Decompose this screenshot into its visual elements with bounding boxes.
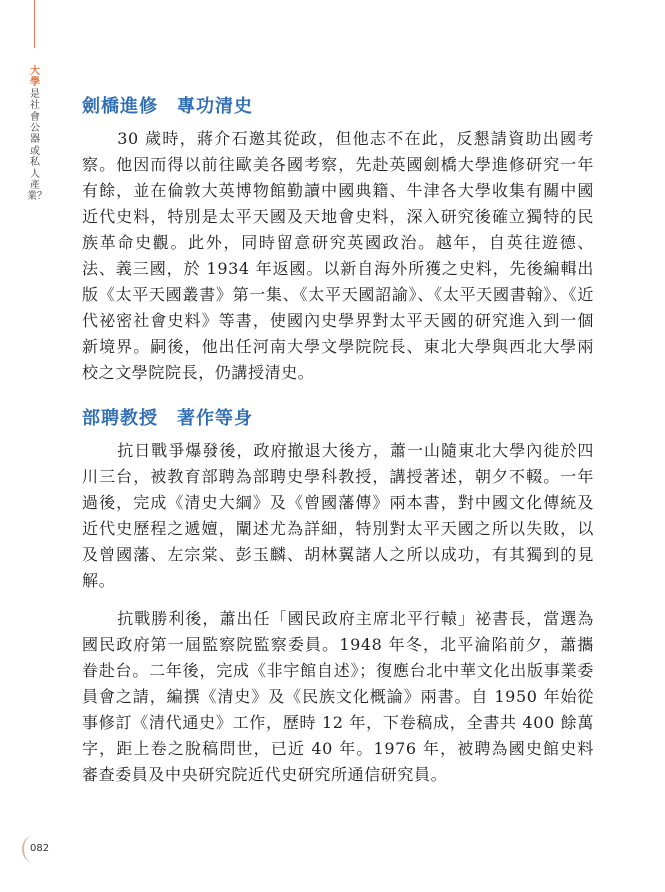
running-header [27,66,47,203]
article-body [82,88,594,788]
paragraph: 抗戰勝利後，蕭出任「國民政府主席北平行轅」祕書長，當選為國民政府第一屆監察院監察委員。1948 年冬，北平淪陷前夕，蕭攜眷赴台。二年後，完成《非宇館自述》；復應台北中華文化出版事業委員會之請，編撰《清史》及《民族文化概論》兩書。自 1950 年始從事修訂《清代通史》工作，歷時 12 年，下卷稿成，全書共 400 餘萬字，距上卷之脫稿問世，已近 40 年。1976 年，被聘為國史館史料審查委員及中央研究院近代史研究所通信研究員。 [82,609,594,784]
margin-rule [34,0,35,48]
section-heading-professor: 部聘教授 著作等身 [82,408,253,429]
running-header-text: 是社會公器或私人產業？ [27,88,47,203]
section-heading-cambridge: 劍橋進修 專功清史 [82,96,253,117]
paragraph: 30 歲時，蔣介石邀其從政，但他志不在此，反懇請資助出國考察。他因而得以前往歐美各國考察，先赴英國劍橋大學進修研究一年有餘，並在倫敦大英博物館勤讀中國典籍、牛津各大學收集有關中國近代史料，特別是太平天國及天地會史料，深入研究後確立獨特的民族革命史觀。此外，同時留意研究英國政治。越年，自英往遊德、法、義三國，於 1934 年返國。以新自海外所獲之史料，先後編輯出版《太平天國叢書》第一集、《太平天國詔諭》、《太平天國書翰》、《近代祕密社會史料》等書，使國內史學界對太平天國的研究進入到一個新境界。嗣後，他出任河南大學文學院院長、東北大學與西北大學兩校之文學院院長，仍講授清史。 [82,129,594,382]
page-number: 082 [30,843,50,854]
running-header-accent: 大學 [30,66,40,89]
paragraph: 抗日戰爭爆發後，政府撤退大後方，蕭一山隨東北大學內徙於四川三台，被教育部聘為部聘史學科教授，講授著述，朝夕不輟。一年過後，完成《清史大綱》及《曾國藩傳》兩本書，對中國文化傳統及近代史歷程之遞嬗，闡述尤為詳細，特別對太平天國之所以失敗，以及曾國藩、左宗棠、彭玉麟、胡林翼諸人之所以成功，有其獨到的見解。 [82,441,594,590]
